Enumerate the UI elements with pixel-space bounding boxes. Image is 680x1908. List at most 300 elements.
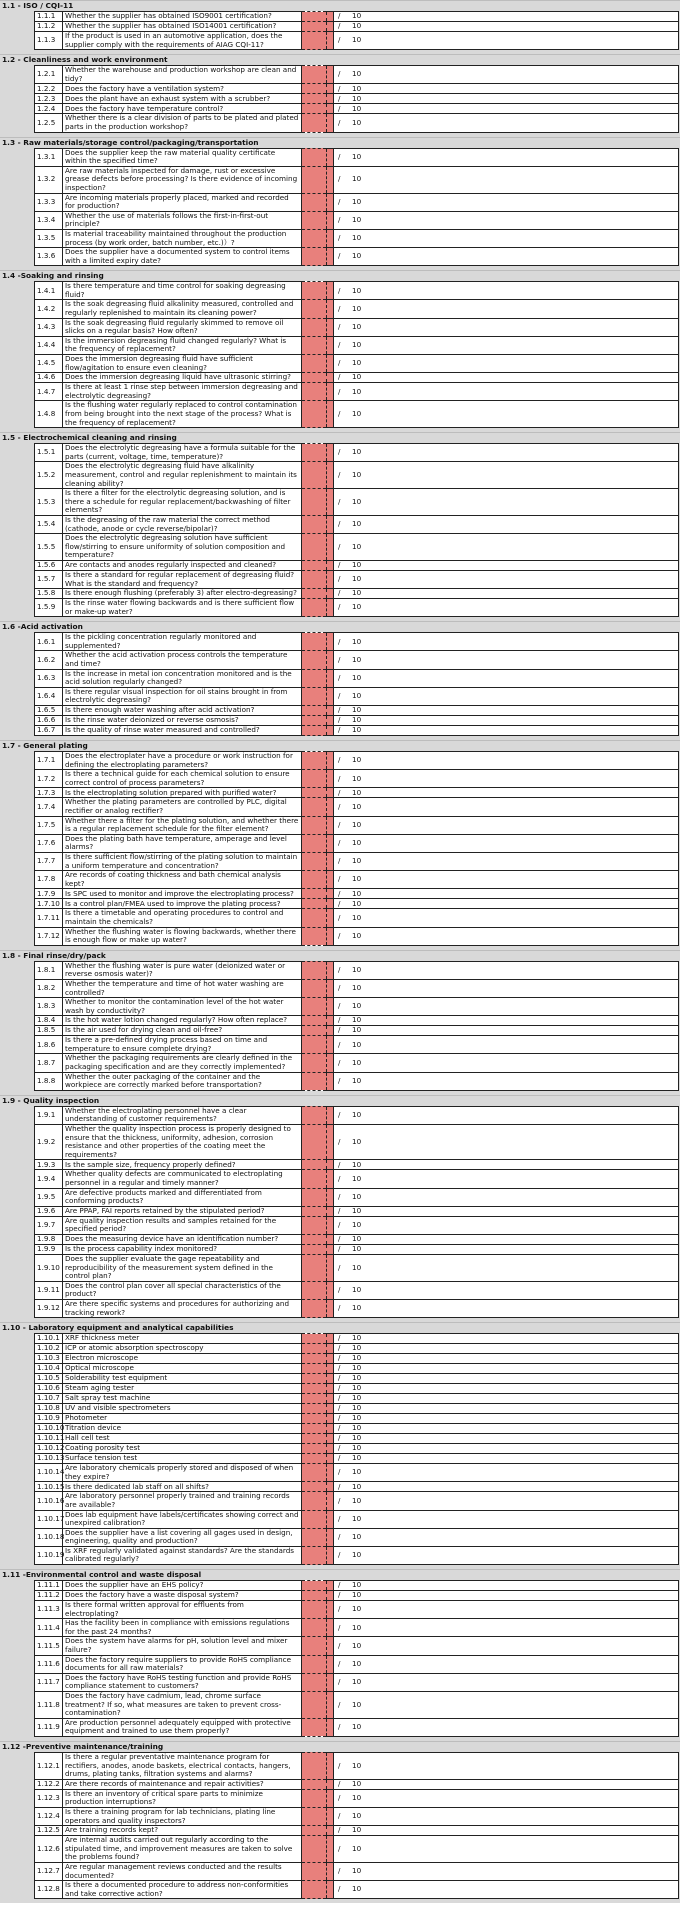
score-input-cell[interactable] <box>302 1546 327 1564</box>
table-row <box>35 834 679 852</box>
max-score-cell <box>334 927 679 945</box>
table-row <box>35 1836 679 1863</box>
table-row <box>35 599 679 617</box>
max-score-value: 10 <box>352 447 362 457</box>
score-input-cell[interactable] <box>302 104 327 114</box>
item-question: Are records of coating thickness and bath chemical analysis kept? <box>63 871 302 889</box>
score-input-cell[interactable] <box>302 1281 327 1299</box>
score-cell-divider <box>327 979 334 997</box>
item-number: 1.1.1 <box>35 12 63 22</box>
max-score-cell <box>334 1160 679 1170</box>
max-score-cell <box>334 998 679 1016</box>
score-input-cell[interactable] <box>302 1404 327 1414</box>
item-number: 1.12.7 <box>35 1862 63 1880</box>
score-input-cell[interactable] <box>302 534 327 561</box>
score-separator: / <box>338 372 341 382</box>
score-input-cell[interactable] <box>302 1492 327 1510</box>
max-score-value: 10 <box>352 1843 362 1853</box>
score-input-cell[interactable] <box>302 12 327 22</box>
section-table <box>34 1333 679 1565</box>
max-score-cell <box>334 871 679 889</box>
score-input-cell[interactable] <box>302 599 327 617</box>
score-input-cell[interactable] <box>302 1036 327 1054</box>
table-row <box>35 1424 679 1434</box>
score-input-cell[interactable] <box>302 1482 327 1492</box>
score-separator: / <box>338 251 341 261</box>
score-input-cell[interactable] <box>302 669 327 687</box>
max-score-cell <box>334 1779 679 1789</box>
score-input-cell[interactable] <box>302 84 327 94</box>
max-score-cell <box>334 193 679 211</box>
max-score-value: 10 <box>352 888 362 898</box>
max-score-cell <box>334 248 679 266</box>
table-row <box>35 1160 679 1170</box>
item-question: Is the sample size, frequency properly defined? <box>63 1160 302 1170</box>
max-score-value: 10 <box>352 469 362 479</box>
score-input-cell[interactable] <box>302 1054 327 1072</box>
item-question: Whether there is a clear division of parts to be plated and plated parts in the production workshop? <box>63 114 302 132</box>
score-cell-divider <box>327 1528 334 1546</box>
checklist-section <box>0 1741 680 1903</box>
score-cell-divider <box>327 1752 334 1779</box>
score-separator: / <box>338 1884 341 1894</box>
score-cell-divider <box>327 1862 334 1880</box>
item-number: 1.11.5 <box>35 1637 63 1655</box>
max-score-cell <box>334 1281 679 1299</box>
score-input-cell[interactable] <box>302 444 327 462</box>
max-score-value: 10 <box>352 1403 362 1413</box>
score-separator: / <box>338 1075 341 1085</box>
max-score-cell <box>334 1206 679 1216</box>
item-question: Is the air used for drying clean and oil-free? <box>63 1026 302 1036</box>
score-input-cell[interactable] <box>302 489 327 516</box>
item-question: Is there dedicated lab staff on all shifts? <box>63 1482 302 1492</box>
item-number: 1.5.2 <box>35 462 63 489</box>
score-cell-divider <box>327 114 334 132</box>
item-number: 1.3.1 <box>35 148 63 166</box>
score-input-cell[interactable] <box>302 401 327 428</box>
max-score-cell <box>334 515 679 533</box>
item-number: 1.8.6 <box>35 1036 63 1054</box>
score-input-cell[interactable] <box>302 706 327 716</box>
item-number: 1.12.4 <box>35 1807 63 1825</box>
max-score-cell <box>334 1299 679 1317</box>
score-input-cell[interactable] <box>302 927 327 945</box>
item-number: 1.9.9 <box>35 1244 63 1254</box>
score-input-cell[interactable] <box>302 1026 327 1036</box>
item-number: 1.8.4 <box>35 1016 63 1026</box>
score-input-cell[interactable] <box>302 1464 327 1482</box>
table-row <box>35 1591 679 1601</box>
score-separator: / <box>338 1363 341 1373</box>
max-score-cell <box>334 318 679 336</box>
item-question: Is there a regular preventative maintenance program for rectifiers, anodes, anode baskets, electrical contacts, hangers, drums, plating tanks, filtration systems and alarms? <box>63 1752 302 1779</box>
score-input-cell[interactable] <box>302 515 327 533</box>
max-score-cell <box>334 961 679 979</box>
max-score-value: 10 <box>352 519 362 529</box>
score-cell-divider <box>327 1779 334 1789</box>
score-input-cell[interactable] <box>302 114 327 132</box>
score-cell-divider <box>327 687 334 705</box>
score-input-cell[interactable] <box>302 589 327 599</box>
score-input-cell[interactable] <box>302 1424 327 1434</box>
score-input-cell[interactable] <box>302 1254 327 1281</box>
table-row <box>35 1510 679 1528</box>
score-cell-divider <box>327 355 334 373</box>
score-input-cell[interactable] <box>302 1510 327 1528</box>
score-separator: / <box>338 819 341 829</box>
score-cell-divider <box>327 1404 334 1414</box>
item-number: 1.7.7 <box>35 852 63 870</box>
score-input-cell[interactable] <box>302 1528 327 1546</box>
score-input-cell[interactable] <box>302 355 327 373</box>
score-cell-divider <box>327 1394 334 1404</box>
score-input-cell[interactable] <box>302 1344 327 1354</box>
score-separator: / <box>338 1110 341 1120</box>
score-input-cell[interactable] <box>302 1334 327 1344</box>
score-input-cell[interactable] <box>302 1299 327 1317</box>
max-score-value: 10 <box>352 1373 362 1383</box>
score-input-cell[interactable] <box>302 462 327 489</box>
item-question: Does the immersion degreasing fluid have sufficient flow/agitation to ensure even cleaning? <box>63 355 302 373</box>
table-row <box>35 998 679 1016</box>
score-input-cell[interactable] <box>302 1718 327 1736</box>
item-question: Is material traceability maintained throughout the production process (by work order, batch number, etc.)）? <box>63 229 302 247</box>
score-input-cell[interactable] <box>302 66 327 84</box>
score-input-cell[interactable] <box>302 1072 327 1090</box>
max-score-value: 10 <box>352 1363 362 1373</box>
item-number: 1.7.9 <box>35 889 63 899</box>
score-input-cell[interactable] <box>302 166 327 193</box>
table-row <box>35 1601 679 1619</box>
max-score-value: 10 <box>352 1025 362 1035</box>
table-row <box>35 1216 679 1234</box>
item-question: Is there a training program for lab technicians, plating line operators and quality inspectors? <box>63 1807 302 1825</box>
score-separator: / <box>338 1244 341 1254</box>
score-input-cell[interactable] <box>302 1807 327 1825</box>
score-separator: / <box>338 898 341 908</box>
score-separator: / <box>338 469 341 479</box>
max-score-cell <box>334 1601 679 1619</box>
table-row <box>35 1492 679 1510</box>
item-question: Whether the outer packaging of the container and the workpiece are correctly marked before transportation? <box>63 1072 302 1090</box>
score-input-cell[interactable] <box>302 1637 327 1655</box>
table-row <box>35 816 679 834</box>
table-row <box>35 706 679 716</box>
item-question: Does the electrolytic degreasing fluid have alkalinity measurement, control and regular replenishment to maintain its cleaning ability? <box>63 462 302 489</box>
max-score-value: 10 <box>352 1531 362 1541</box>
item-number: 1.11.2 <box>35 1591 63 1601</box>
item-number: 1.10.12 <box>35 1444 63 1454</box>
item-question: XRF thickness meter <box>63 1334 302 1344</box>
item-number: 1.12.3 <box>35 1789 63 1807</box>
score-separator: / <box>338 1433 341 1443</box>
item-number: 1.8.1 <box>35 961 63 979</box>
score-input-cell[interactable] <box>302 1581 327 1591</box>
score-input-cell[interactable] <box>302 1434 327 1444</box>
score-input-cell[interactable] <box>302 1444 327 1454</box>
max-score-value: 10 <box>352 151 362 161</box>
score-input-cell[interactable] <box>302 1454 327 1464</box>
max-score-value: 10 <box>352 1550 362 1560</box>
item-number: 1.11.1 <box>35 1581 63 1591</box>
score-input-cell[interactable] <box>302 22 327 32</box>
score-input-cell[interactable] <box>302 1752 327 1779</box>
score-cell-divider <box>327 1424 334 1434</box>
score-input-cell[interactable] <box>302 1384 327 1394</box>
table-row <box>35 383 679 401</box>
score-input-cell[interactable] <box>302 889 327 899</box>
max-score-value: 10 <box>352 1057 362 1067</box>
score-input-cell[interactable] <box>302 1414 327 1424</box>
max-score-cell <box>334 834 679 852</box>
max-score-cell <box>334 66 679 84</box>
item-question: Are regular management reviews conducted and the results documented? <box>63 1862 302 1880</box>
max-score-cell <box>334 12 679 22</box>
score-input-cell[interactable] <box>302 1016 327 1026</box>
item-number: 1.5.9 <box>35 599 63 617</box>
score-input-cell[interactable] <box>302 1779 327 1789</box>
max-score-cell <box>334 94 679 104</box>
score-input-cell[interactable] <box>302 871 327 889</box>
item-question: Are raw materials inspected for damage, rust or excessive grease defects before processing? Is there evidence of incoming inspection? <box>63 166 302 193</box>
score-input-cell[interactable] <box>302 248 327 266</box>
table-row <box>35 32 679 50</box>
table-row <box>35 1234 679 1244</box>
item-number: 1.6.6 <box>35 716 63 726</box>
max-score-cell <box>334 1492 679 1510</box>
score-input-cell[interactable] <box>302 1206 327 1216</box>
score-input-cell[interactable] <box>302 1394 327 1404</box>
table-row <box>35 1464 679 1482</box>
score-separator: / <box>338 930 341 940</box>
score-input-cell[interactable] <box>302 383 327 401</box>
score-separator: / <box>338 1443 341 1453</box>
item-question: Does the immersion degreasing liquid have ultrasonic stirring? <box>63 373 302 383</box>
score-input-cell[interactable] <box>302 1826 327 1836</box>
score-cell-divider <box>327 1637 334 1655</box>
score-separator: / <box>338 541 341 551</box>
table-row <box>35 726 679 736</box>
score-cell-divider <box>327 1299 334 1317</box>
score-separator: / <box>338 1303 341 1313</box>
max-score-value: 10 <box>352 496 362 506</box>
item-question: Does the plant have an exhaust system with a scrubber? <box>63 94 302 104</box>
max-score-value: 10 <box>352 83 362 93</box>
score-input-cell[interactable] <box>302 32 327 50</box>
max-score-cell <box>334 1374 679 1384</box>
score-input-cell[interactable] <box>302 282 327 300</box>
table-row <box>35 788 679 798</box>
item-question: Photometer <box>63 1414 302 1424</box>
max-score-value: 10 <box>352 856 362 866</box>
score-input-cell[interactable] <box>302 1160 327 1170</box>
score-input-cell[interactable] <box>302 1789 327 1807</box>
item-question: Is the rinse water deionized or reverse osmosis? <box>63 716 302 726</box>
score-input-cell[interactable] <box>302 687 327 705</box>
score-cell-divider <box>327 1881 334 1899</box>
max-score-value: 10 <box>352 912 362 922</box>
max-score-value: 10 <box>352 93 362 103</box>
score-input-cell[interactable] <box>302 229 327 247</box>
score-separator: / <box>338 1622 341 1632</box>
table-row <box>35 318 679 336</box>
score-input-cell[interactable] <box>302 651 327 669</box>
item-question: Are laboratory personnel properly trained and training records are available? <box>63 1492 302 1510</box>
score-separator: / <box>338 117 341 127</box>
max-score-value: 10 <box>352 1285 362 1295</box>
score-separator: / <box>338 1604 341 1614</box>
score-input-cell[interactable] <box>302 752 327 770</box>
score-input-cell[interactable] <box>302 899 327 909</box>
score-input-cell[interactable] <box>302 1374 327 1384</box>
item-number: 1.8.8 <box>35 1072 63 1090</box>
score-input-cell[interactable] <box>302 1188 327 1206</box>
score-input-cell[interactable] <box>302 560 327 570</box>
score-input-cell[interactable] <box>302 193 327 211</box>
score-input-cell[interactable] <box>302 336 327 354</box>
score-input-cell[interactable] <box>302 1836 327 1863</box>
max-score-cell <box>334 1718 679 1736</box>
max-score-value: 10 <box>352 233 362 243</box>
score-input-cell[interactable] <box>302 1655 327 1673</box>
item-number: 1.8.2 <box>35 979 63 997</box>
score-input-cell[interactable] <box>302 1601 327 1619</box>
score-cell-divider <box>327 401 334 428</box>
table-row <box>35 373 679 383</box>
score-input-cell[interactable] <box>302 1106 327 1124</box>
max-score-value: 10 <box>352 69 362 79</box>
score-input-cell[interactable] <box>302 1673 327 1691</box>
table-row <box>35 211 679 229</box>
score-separator: / <box>338 1495 341 1505</box>
score-input-cell[interactable] <box>302 1364 327 1374</box>
score-input-cell[interactable] <box>302 633 327 651</box>
table-row <box>35 1016 679 1026</box>
max-score-cell <box>334 599 679 617</box>
score-input-cell[interactable] <box>302 1692 327 1719</box>
score-input-cell[interactable] <box>302 1125 327 1160</box>
score-input-cell[interactable] <box>302 979 327 997</box>
max-score-value: 10 <box>352 372 362 382</box>
max-score-value: 10 <box>352 1722 362 1732</box>
score-cell-divider <box>327 515 334 533</box>
max-score-cell <box>334 84 679 94</box>
section-title: 1.11 -Environmental control and waste disposal <box>2 1570 202 1580</box>
score-cell-divider <box>327 599 334 617</box>
score-cell-divider <box>327 1054 334 1072</box>
score-input-cell[interactable] <box>302 94 327 104</box>
item-number: 1.10.3 <box>35 1354 63 1364</box>
item-question: Is there a documented procedure to address non-conformities and take corrective action? <box>63 1881 302 1899</box>
score-input-cell[interactable] <box>302 1354 327 1364</box>
section-table <box>34 281 679 428</box>
max-score-cell <box>334 373 679 383</box>
item-number: 1.5.6 <box>35 560 63 570</box>
item-question: Does the system have alarms for pH, solution level and mixer failure? <box>63 1637 302 1655</box>
score-input-cell[interactable] <box>302 1591 327 1601</box>
item-number: 1.10.13 <box>35 1454 63 1464</box>
item-number: 1.10.4 <box>35 1364 63 1374</box>
score-input-cell[interactable] <box>302 798 327 816</box>
score-separator: / <box>338 912 341 922</box>
item-question: Is there a timetable and operating procedures to control and maintain the chemicals? <box>63 909 302 927</box>
score-input-cell[interactable] <box>302 1216 327 1234</box>
score-input-cell[interactable] <box>302 570 327 588</box>
score-input-cell[interactable] <box>302 998 327 1016</box>
max-score-value: 10 <box>352 215 362 225</box>
max-score-value: 10 <box>352 1413 362 1423</box>
score-cell-divider <box>327 752 334 770</box>
score-input-cell[interactable] <box>302 148 327 166</box>
score-input-cell[interactable] <box>302 788 327 798</box>
score-input-cell[interactable] <box>302 211 327 229</box>
score-input-cell[interactable] <box>302 1234 327 1244</box>
max-score-value: 10 <box>352 691 362 701</box>
score-separator: / <box>338 215 341 225</box>
score-input-cell[interactable] <box>302 726 327 736</box>
score-input-cell[interactable] <box>302 716 327 726</box>
item-number: 1.2.4 <box>35 104 63 114</box>
score-input-cell[interactable] <box>302 300 327 318</box>
score-separator: / <box>338 358 341 368</box>
score-input-cell[interactable] <box>302 834 327 852</box>
item-number: 1.7.5 <box>35 816 63 834</box>
item-question: Is the increase in metal ion concentration monitored and is the acid solution regularly changed? <box>63 669 302 687</box>
table-row <box>35 1125 679 1160</box>
item-number: 1.3.4 <box>35 211 63 229</box>
item-question: Is the flushing water regularly replaced to control contamination from being brought into the next stage of the process? What is the frequency of replacement? <box>63 401 302 428</box>
score-separator: / <box>338 1234 341 1244</box>
max-score-cell <box>334 1826 679 1836</box>
item-question: Whether the quality inspection process is properly designed to ensure that the thickness, uniformity, adhesion, corrosion resistance and other properties of the coating meet the requirements? <box>63 1125 302 1160</box>
item-number: 1.10.19 <box>35 1546 63 1564</box>
score-separator: / <box>338 672 341 682</box>
section-title: 1.10 - Laboratory equipment and analytical capabilities <box>2 1323 234 1333</box>
score-cell-divider <box>327 94 334 104</box>
item-question: Is the process capability index monitored? <box>63 1244 302 1254</box>
max-score-cell <box>334 570 679 588</box>
max-score-value: 10 <box>352 409 362 418</box>
score-input-cell[interactable] <box>302 909 327 927</box>
max-score-value: 10 <box>352 1191 362 1201</box>
max-score-cell <box>334 166 679 193</box>
score-input-cell[interactable] <box>302 373 327 383</box>
score-cell-divider <box>327 1072 334 1090</box>
item-question: Is the pickling concentration regularly monitored and supplemented? <box>63 633 302 651</box>
max-score-cell <box>334 1454 679 1464</box>
score-input-cell[interactable] <box>302 1170 327 1188</box>
score-input-cell[interactable] <box>302 318 327 336</box>
score-input-cell[interactable] <box>302 1862 327 1880</box>
score-cell-divider <box>327 798 334 816</box>
item-number: 1.1.3 <box>35 32 63 50</box>
section-table <box>34 65 679 132</box>
score-cell-divider <box>327 1234 334 1244</box>
score-input-cell[interactable] <box>302 961 327 979</box>
score-input-cell[interactable] <box>302 770 327 788</box>
score-input-cell[interactable] <box>302 1881 327 1899</box>
table-row <box>35 871 679 889</box>
score-input-cell[interactable] <box>302 816 327 834</box>
table-row <box>35 1444 679 1454</box>
score-input-cell[interactable] <box>302 1244 327 1254</box>
max-score-cell <box>334 1026 679 1036</box>
score-input-cell[interactable] <box>302 1619 327 1637</box>
score-input-cell[interactable] <box>302 852 327 870</box>
max-score-value: 10 <box>352 21 362 31</box>
max-score-value: 10 <box>352 1015 362 1025</box>
